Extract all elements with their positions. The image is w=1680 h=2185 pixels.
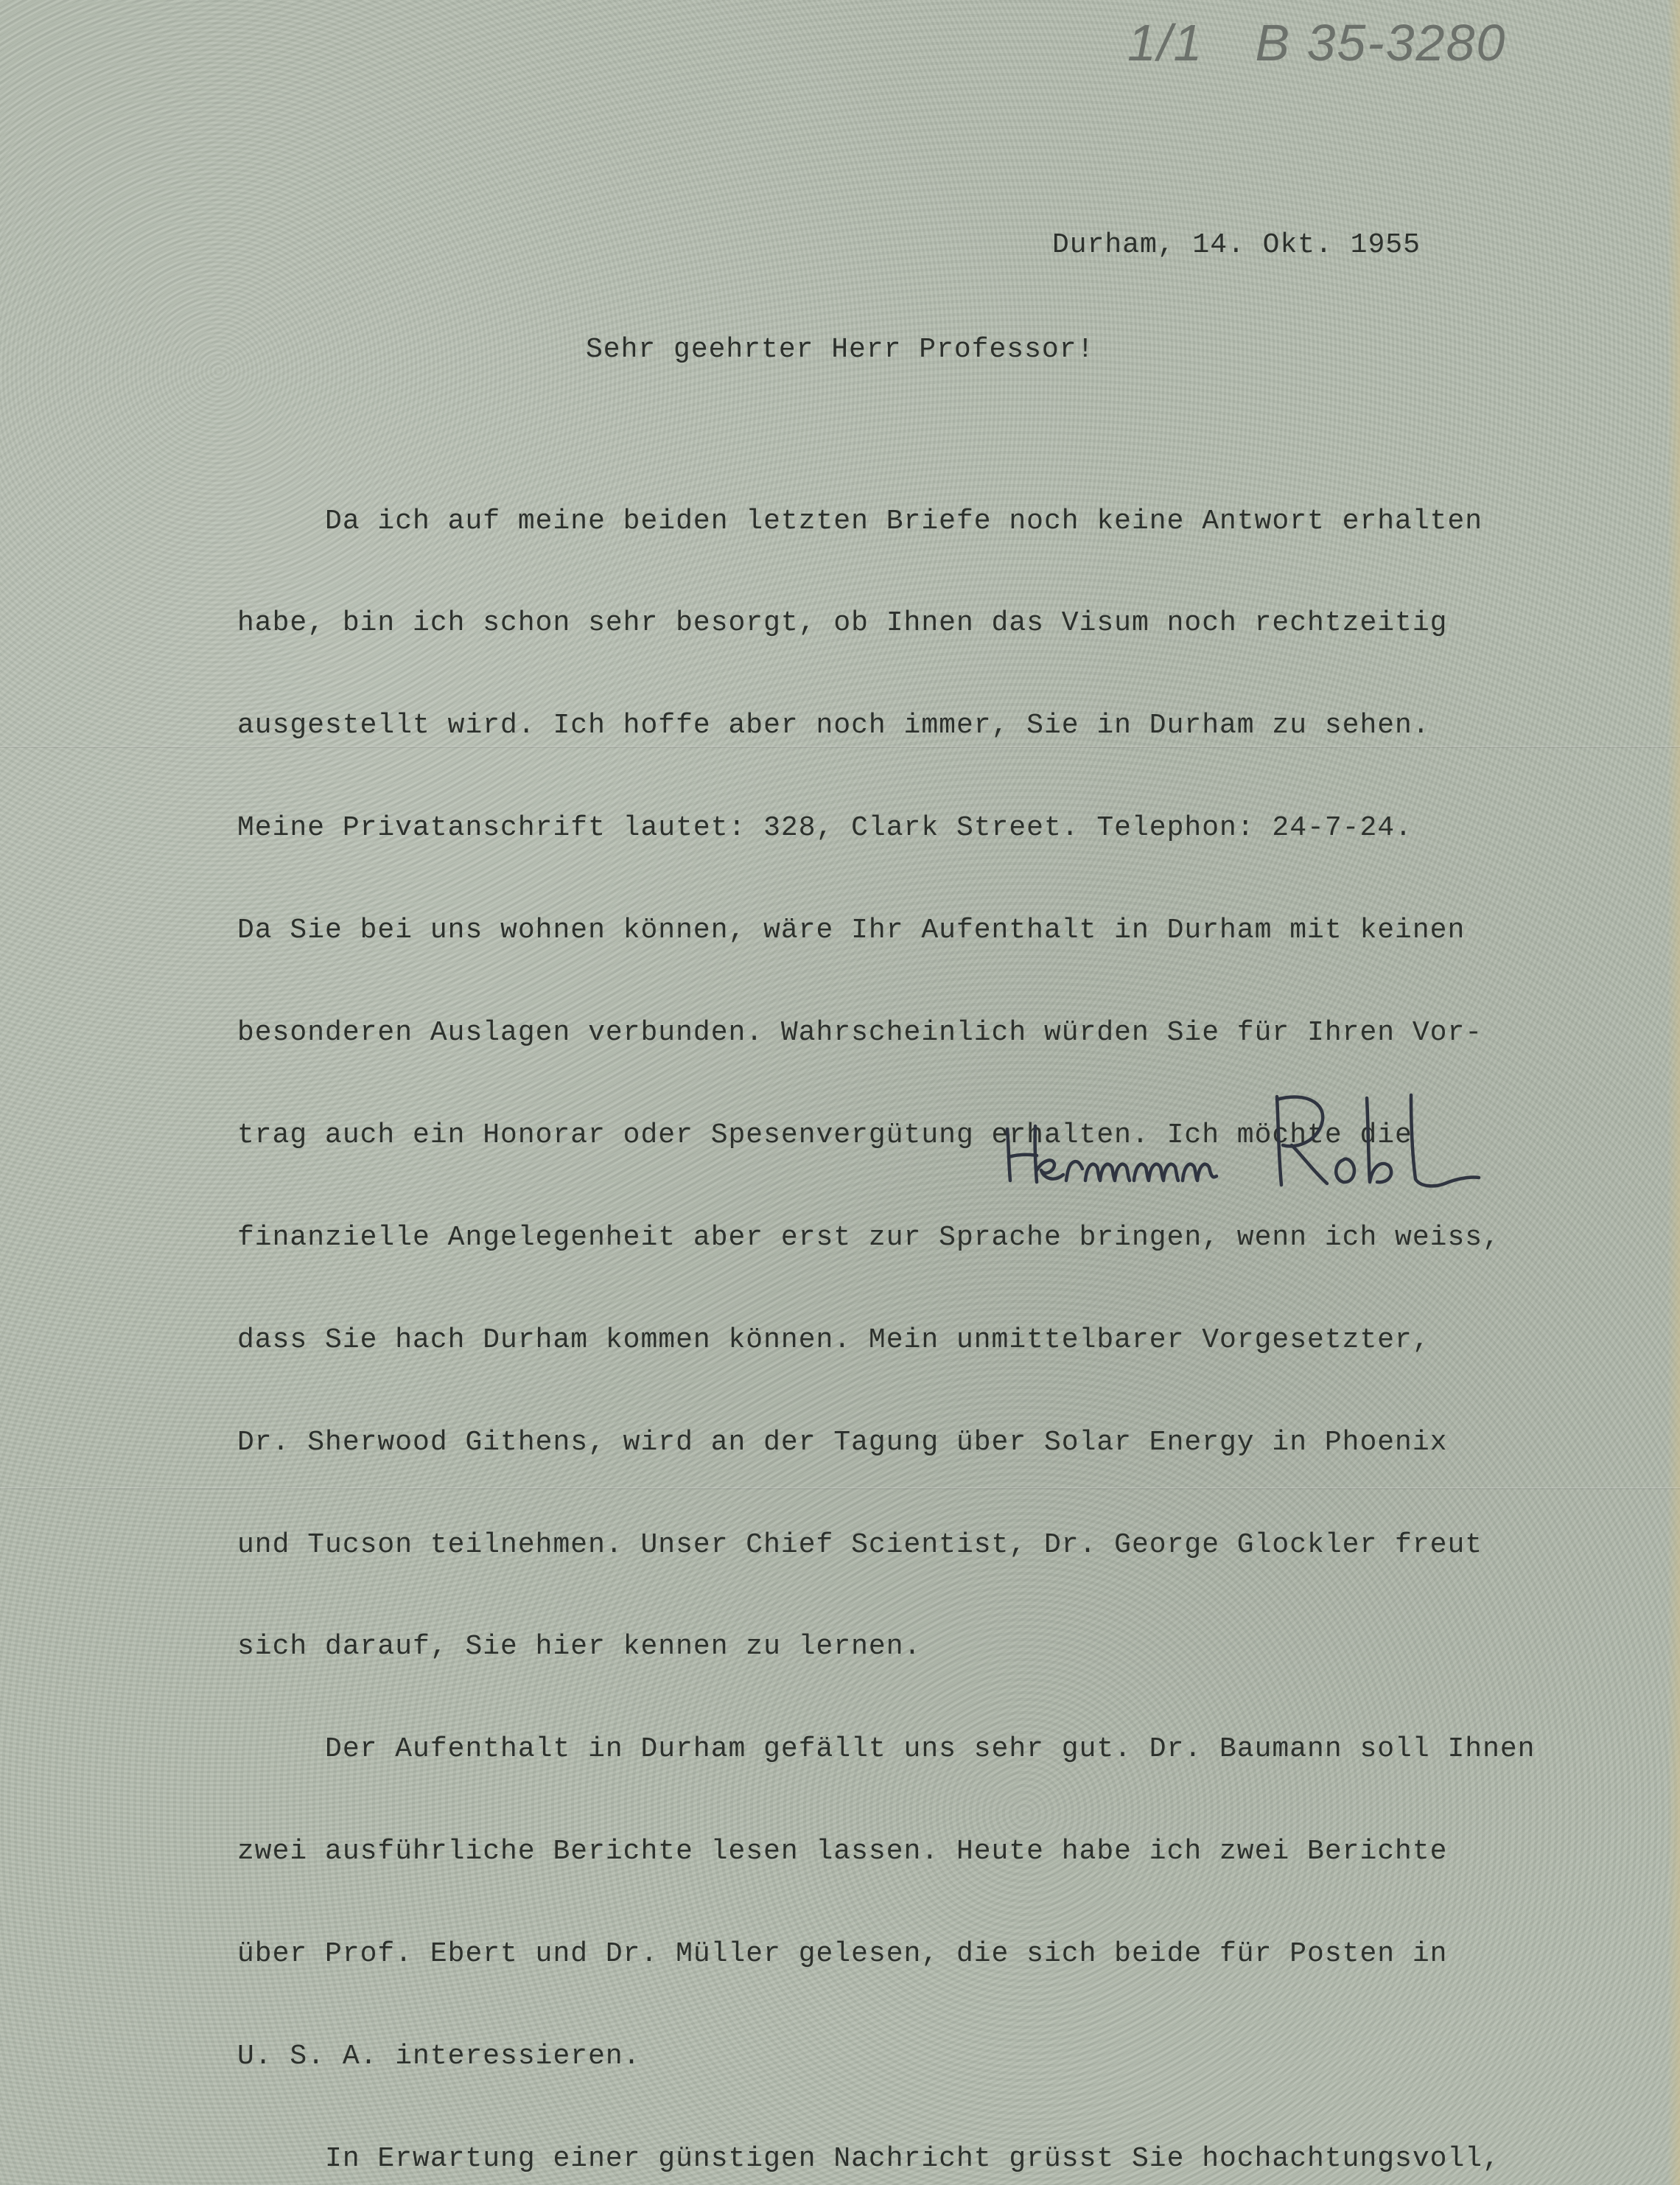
handwritten-signature <box>998 1083 1485 1201</box>
letter-body <box>237 436 1535 2185</box>
body-line: Der Aufenthalt in Durham gefällt uns sehr gut. Dr. Baumann soll Ihnen <box>237 1733 1536 1766</box>
archive-reference <box>1127 13 1558 72</box>
body-line: U. S. A. interessieren. <box>237 2040 641 2072</box>
body-line: finanzielle Angelegenheit aber erst zur Sprache bringen, wenn ich weiss, <box>237 1221 1500 1254</box>
body-line: dass Sie hach Durham kommen können. Mein unmittelbarer Vorgesetzter, <box>237 1324 1430 1356</box>
body-line: Dr. Sherwood Githens, wird an der Tagung über Solar Energy in Phoenix <box>237 1426 1448 1458</box>
archive-number: B 35-3280 <box>1255 14 1507 71</box>
body-line: über Prof. Ebert und Dr. Müller gelesen, die sich beide für Posten in <box>237 1938 1448 1971</box>
body-line: Meine Privatanschrift lautet: 328, Clark Street. Telephon: 24-7-24. <box>237 812 1413 845</box>
body-line: ausgestellt wird. Ich hoffe aber noch immer, Sie in Durham zu sehen. <box>237 710 1430 742</box>
letter-date: Durham, 14. Okt. 1955 <box>1052 229 1421 261</box>
body-line: und Tucson teilnehmen. Unser Chief Scientist, Dr. George Glockler freut <box>237 1528 1483 1561</box>
salutation: Sehr geehrter Herr Professor! <box>586 334 1095 366</box>
body-line: sich darauf, Sie hier kennen zu lernen. <box>237 1631 922 1663</box>
body-line: habe, bin ich schon sehr besorgt, ob Ihnen das Visum noch rechtzeitig <box>237 607 1448 640</box>
body-line: trag auch ein Honorar oder Spesenvergütung erhalten. Ich möchte die <box>237 1119 1413 1151</box>
paper-edge <box>1667 0 1680 2185</box>
body-line: zwei ausführliche Berichte lesen lassen. Heute habe ich zwei Berichte <box>237 1836 1448 1868</box>
body-line: Da Sie bei uns wohnen können, wäre Ihr Aufenthalt in Durham mit keinen <box>237 915 1466 947</box>
body-line: Da ich auf meine beiden letzten Briefe noch keine Antwort erhalten <box>237 505 1483 537</box>
page-marker: 1/1 <box>1127 14 1204 71</box>
body-line: In Erwartung einer günstigen Nachricht grüsst Sie hochachtungsvoll, <box>237 2142 1500 2175</box>
body-line: besonderen Auslagen verbunden. Wahrscheinlich würden Sie für Ihren Vor- <box>237 1017 1483 1049</box>
